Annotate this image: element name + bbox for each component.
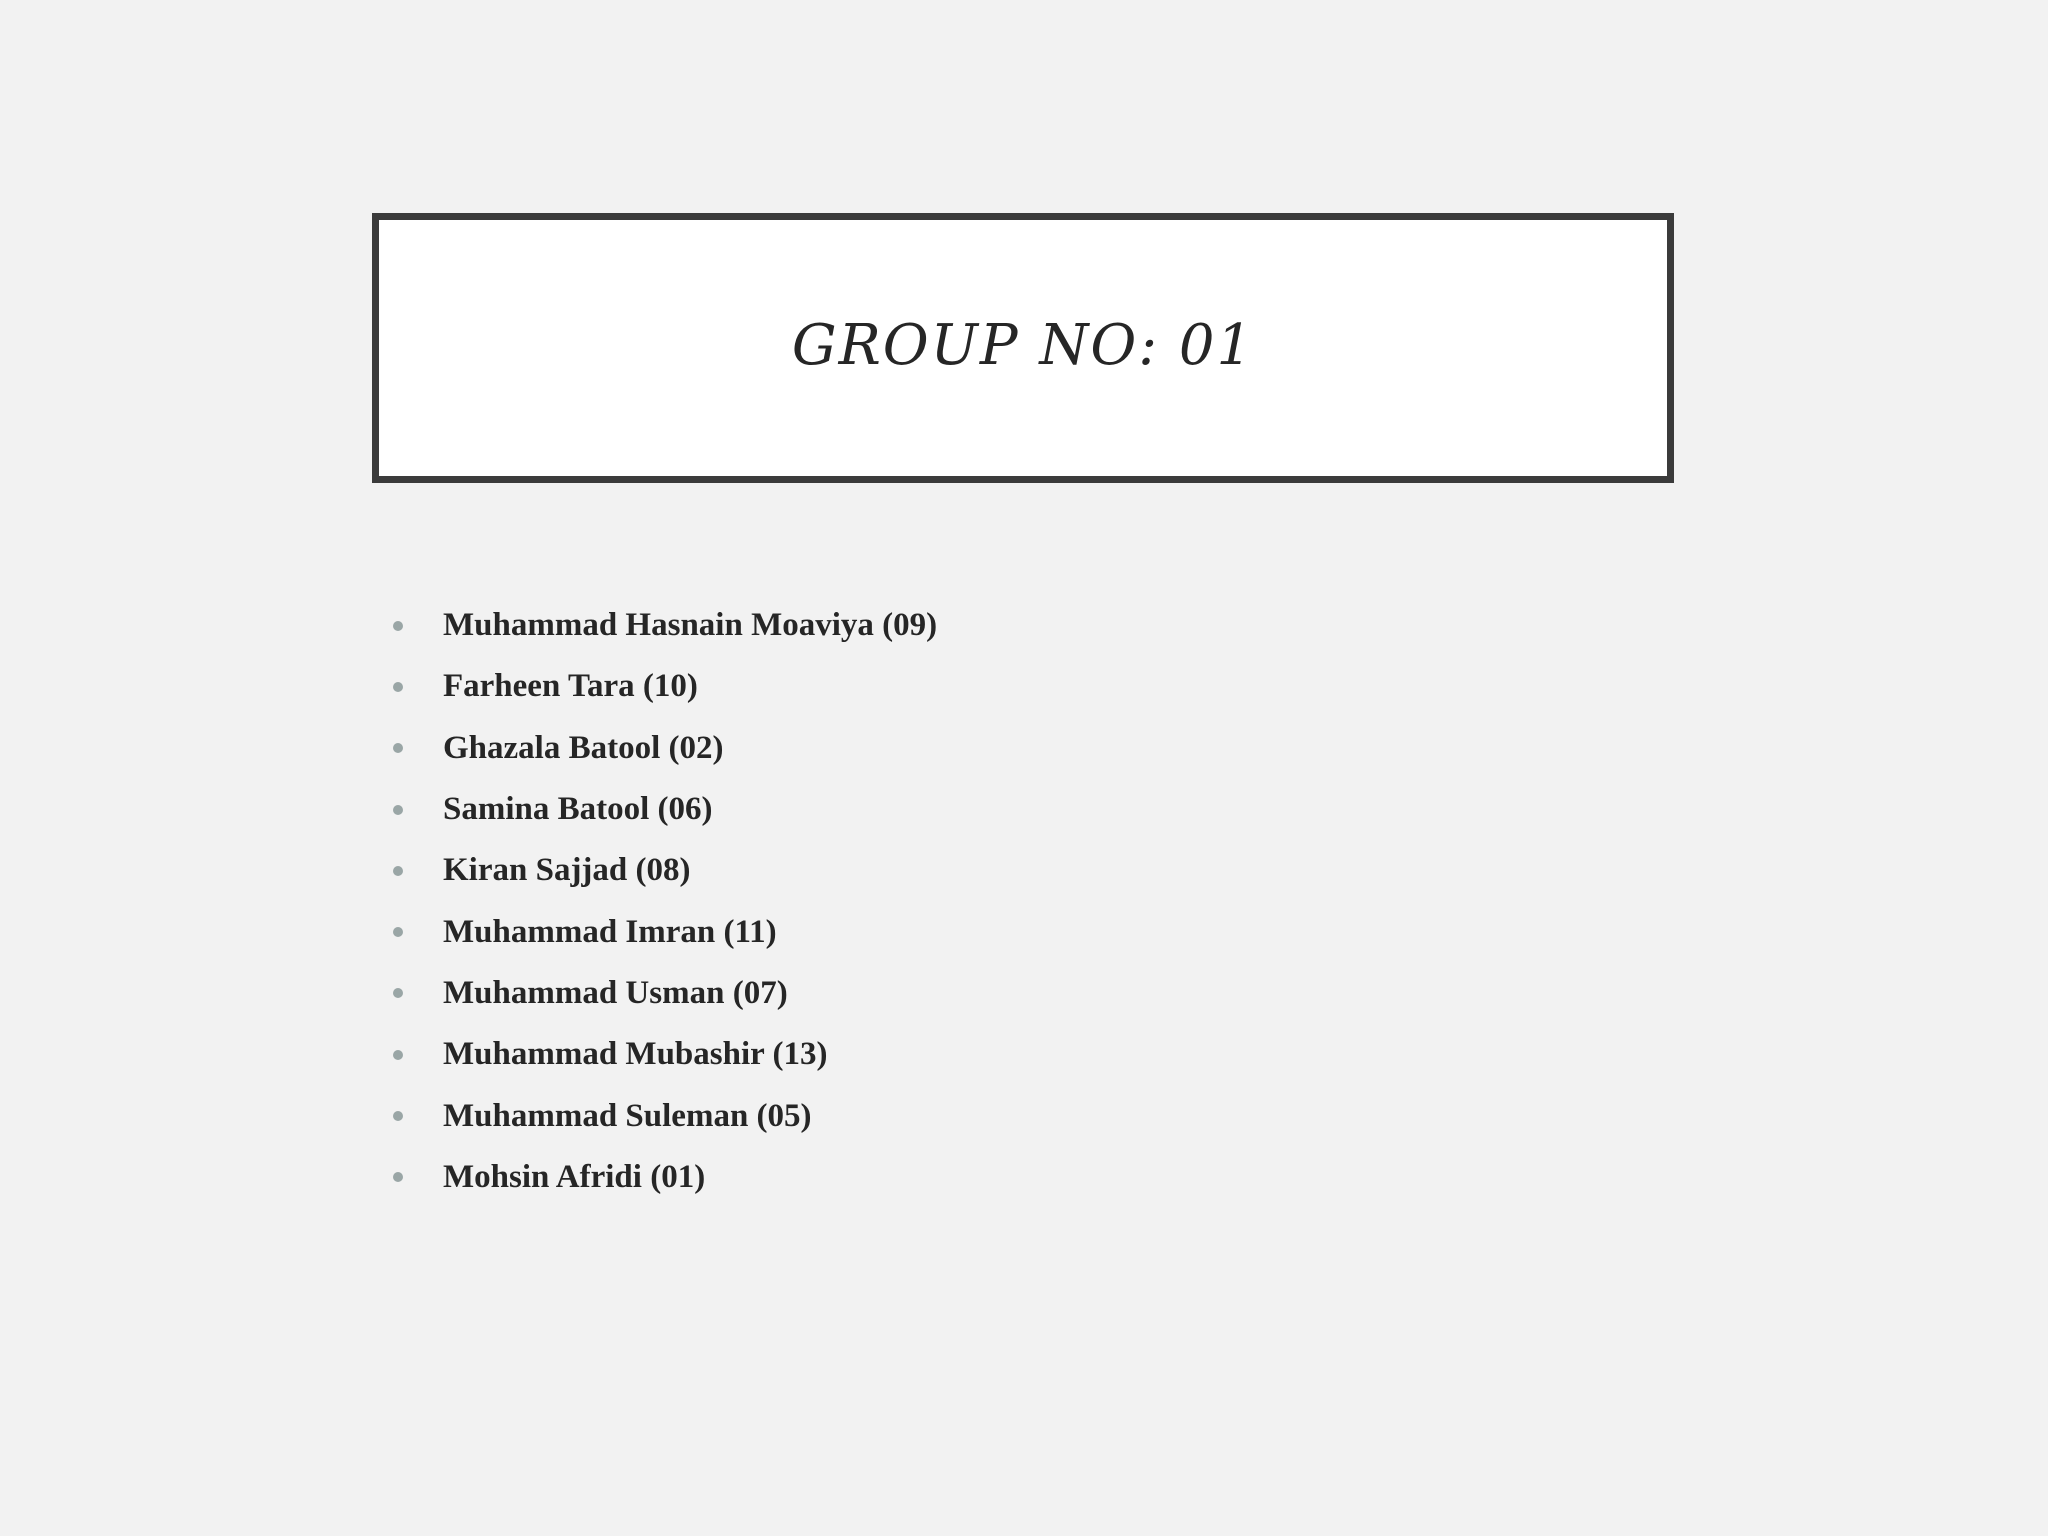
bullet-icon xyxy=(393,866,403,876)
member-name: Muhammad Suleman (05) xyxy=(443,1097,812,1134)
list-item xyxy=(390,840,1590,901)
member-name: Farheen Tara (10) xyxy=(443,668,698,705)
member-list xyxy=(390,595,1590,1208)
list-item xyxy=(390,595,1590,656)
member-name: Muhammad Hasnain Moaviya (09) xyxy=(443,607,938,644)
list-item xyxy=(390,718,1590,779)
member-name: Muhammad Imran (11) xyxy=(443,913,777,950)
bullet-icon xyxy=(393,1111,403,1121)
member-name: Muhammad Mubashir (13) xyxy=(443,1036,828,1073)
bullet-icon xyxy=(393,927,403,937)
title-box xyxy=(372,213,1674,483)
member-name: Muhammad Usman (07) xyxy=(443,974,788,1011)
member-name: Mohsin Afridi (01) xyxy=(443,1158,706,1195)
bullet-icon xyxy=(393,621,403,631)
bullet-icon xyxy=(393,805,403,815)
list-item xyxy=(390,656,1590,717)
list-item xyxy=(390,1085,1590,1146)
list-item xyxy=(390,963,1590,1024)
slide-title: GROUP NO: 01 xyxy=(791,312,1255,378)
member-name: Samina Batool (06) xyxy=(443,791,713,828)
bullet-icon xyxy=(393,682,403,692)
list-item xyxy=(390,1024,1590,1085)
list-item xyxy=(390,901,1590,962)
bullet-icon xyxy=(393,1172,403,1182)
list-item xyxy=(390,779,1590,840)
member-name: Kiran Sajjad (08) xyxy=(443,852,691,889)
bullet-icon xyxy=(393,988,403,998)
bullet-icon xyxy=(393,1050,403,1060)
list-item xyxy=(390,1147,1590,1208)
member-name: Ghazala Batool (02) xyxy=(443,729,724,766)
bullet-icon xyxy=(393,743,403,753)
